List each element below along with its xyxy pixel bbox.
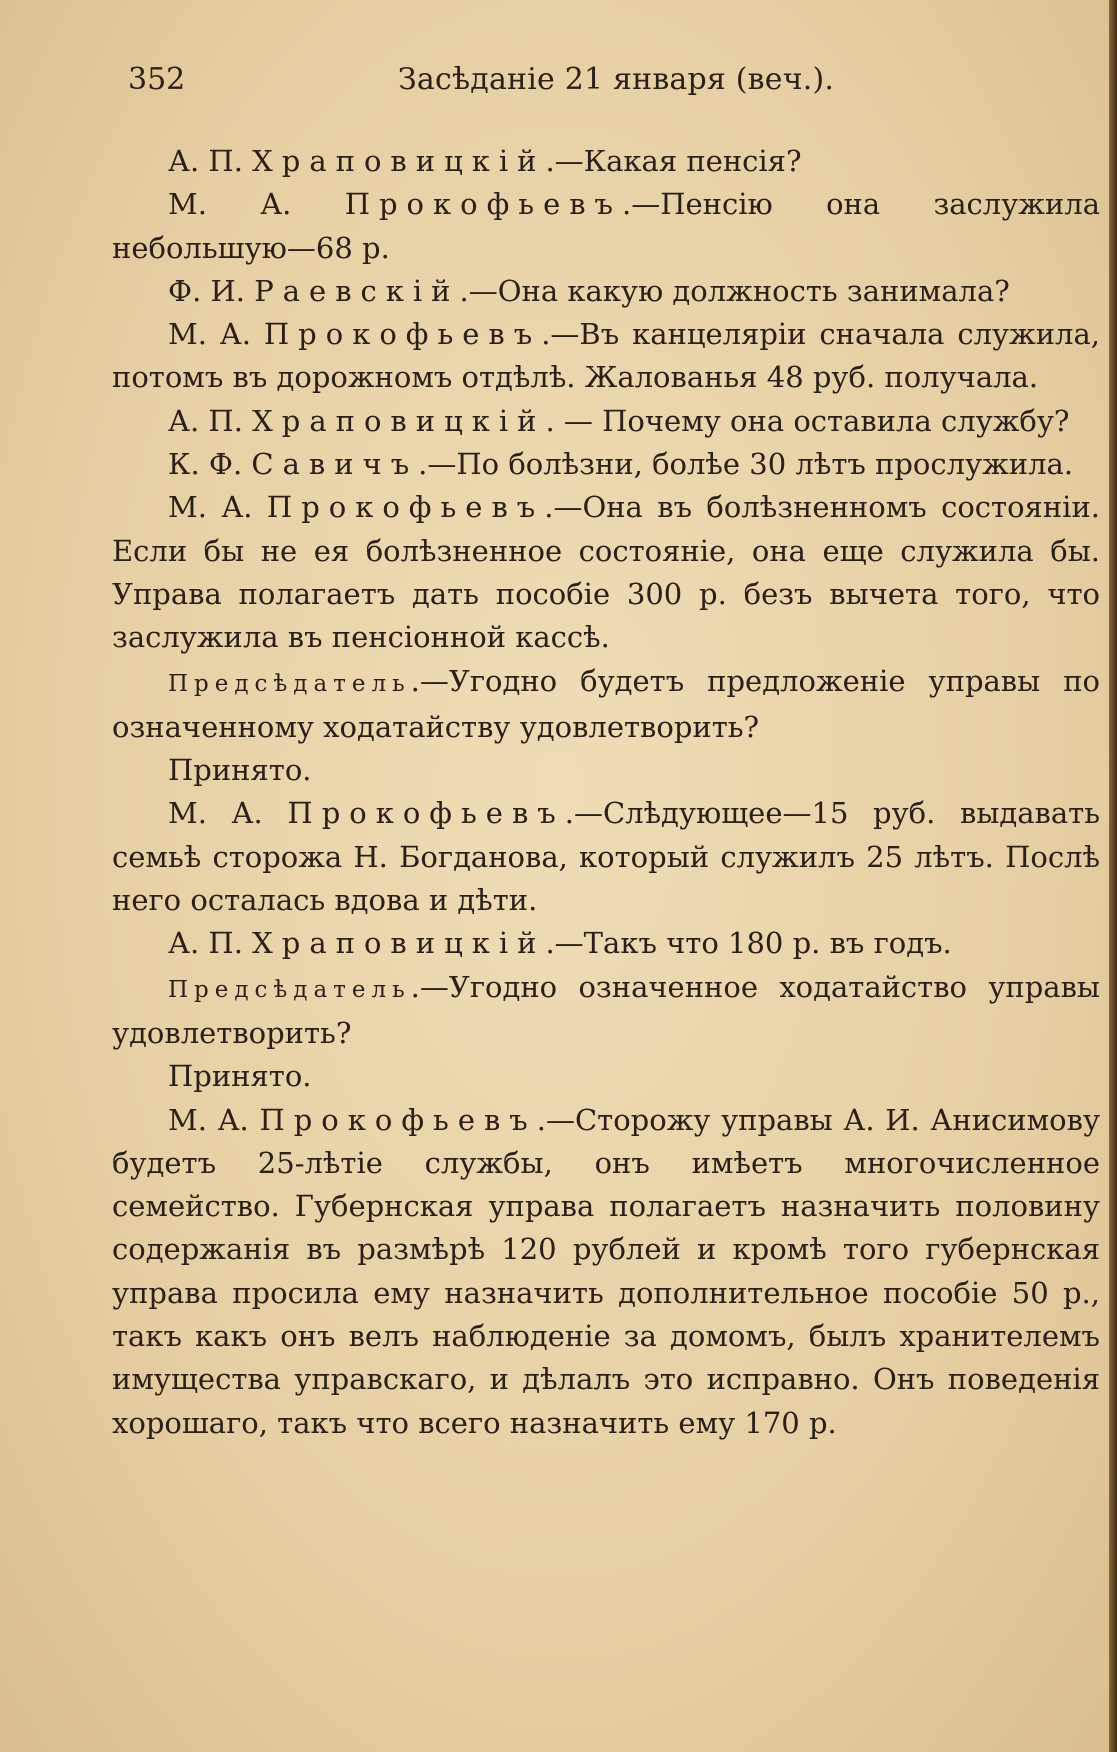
paragraph-text: .—Въ канцеляріи сначала служила, потомъ въ дорожномъ отдѣлѣ. Жалованья 48 руб. получала.: [112, 317, 1100, 395]
paragraph-text: .—Угодно будетъ предложеніе управы по означенному ходатайству удовлетворить?: [112, 663, 1100, 744]
speaker-name: Прокофьевъ: [259, 1102, 537, 1137]
paragraph: [112, 1055, 1100, 1098]
paragraph-text: .—Угодно означенное ходатайство управы удовлетворить?: [112, 969, 1100, 1050]
speaker-initials: М. А.: [168, 490, 253, 525]
paragraph: [112, 486, 1100, 659]
speaker-initials: Ф. И.: [168, 273, 246, 308]
speaker-initials: К. Ф.: [168, 447, 243, 482]
speaker-initials: М. А.: [168, 317, 251, 352]
paragraph-text: .—Такъ что 180 р. въ годъ.: [545, 926, 952, 961]
speaker-initials: М. А.: [168, 796, 263, 831]
paragraph-text: . — Почему она оставила службу?: [545, 403, 1070, 438]
paragraph-text: .—Какая пенсія?: [545, 144, 802, 178]
speaker-name: Предсѣдатель: [168, 976, 411, 1003]
speaker-name: Прокофьевъ: [266, 490, 545, 525]
speaker-name: Храповицкій: [252, 403, 546, 438]
paragraph-text: Принято.: [168, 753, 312, 788]
speaker-name: Прокофьевъ: [344, 187, 623, 222]
page-header: [128, 58, 988, 108]
body-text: [112, 140, 1100, 1445]
speaker-name: Храповицкій: [252, 144, 546, 178]
speaker-initials: А. П.: [168, 144, 243, 178]
paragraph-text: .—Она въ болѣзненномъ состояніи. Если бы не ея болѣзненное состояніе, она еще служила бы. Управа полагаетъ дать пособіе 300 р. безъ вычета того, что заслужила въ пенсіонной кассѣ.: [112, 490, 1100, 655]
speaker-name: Прокофьевъ: [287, 796, 565, 831]
paragraph: [112, 183, 1100, 270]
paragraph-text: .—По болѣзни, болѣе 30 лѣтъ прослужила.: [418, 447, 1074, 482]
speaker-name: Предсѣдатель: [168, 670, 411, 697]
paragraph-text: .—Пенсію она заслужила небольшую—68 р.: [112, 187, 1100, 265]
paragraph: [112, 922, 1100, 965]
paragraph-text: .—Сторожу управы А. И. Анисимову будетъ 25-лѣтіе службы, онъ имѣетъ многочисленное семейство. Губернская управа полагаетъ назначить половину содержанія въ размѣрѣ 120 рублей и кромѣ того губернская управа просила ему назначить дополнительное пособіе 50 р., такъ какъ онъ велъ наблюденіе за домомъ, былъ хранителемъ имущества управскаго, и дѣлалъ это исправно. Онъ поведенія хорошаго, такъ что всего назначить ему 170 р.: [112, 1102, 1101, 1440]
speaker-name: Прокофьевъ: [263, 317, 542, 352]
paragraph: [112, 400, 1100, 443]
speaker-initials: М. А.: [168, 187, 292, 222]
paragraph: [112, 749, 1100, 792]
paragraph: [112, 1099, 1100, 1445]
speaker-initials: М. А.: [168, 1102, 249, 1137]
page-edge-shadow: [1109, 0, 1117, 1752]
paragraph: [112, 966, 1100, 1056]
paragraph: [112, 313, 1100, 400]
paragraph-text: .—Она какую должность занимала?: [459, 273, 1010, 308]
speaker-name: Савичъ: [251, 447, 419, 482]
speaker-initials: А. П.: [168, 403, 243, 438]
paragraph: [112, 660, 1100, 750]
paragraph: [112, 792, 1100, 922]
paragraph-text: Принято.: [168, 1059, 312, 1094]
running-head: Засѣданіе 21 января (веч.).: [398, 62, 835, 97]
paragraph: [112, 270, 1100, 313]
speaker-name: Храповицкій: [252, 926, 546, 961]
paragraph: [112, 443, 1100, 486]
speaker-name: Раевскій: [254, 273, 460, 308]
paragraph: [112, 140, 1100, 183]
speaker-initials: А. П.: [168, 926, 243, 961]
page-number: 352: [128, 62, 186, 97]
paragraph-text: .—Слѣдующее—15 руб. выдавать семьѣ сторожа Н. Богданова, который служилъ 25 лѣтъ. Послѣ него осталась вдова и дѣти.: [112, 796, 1101, 918]
